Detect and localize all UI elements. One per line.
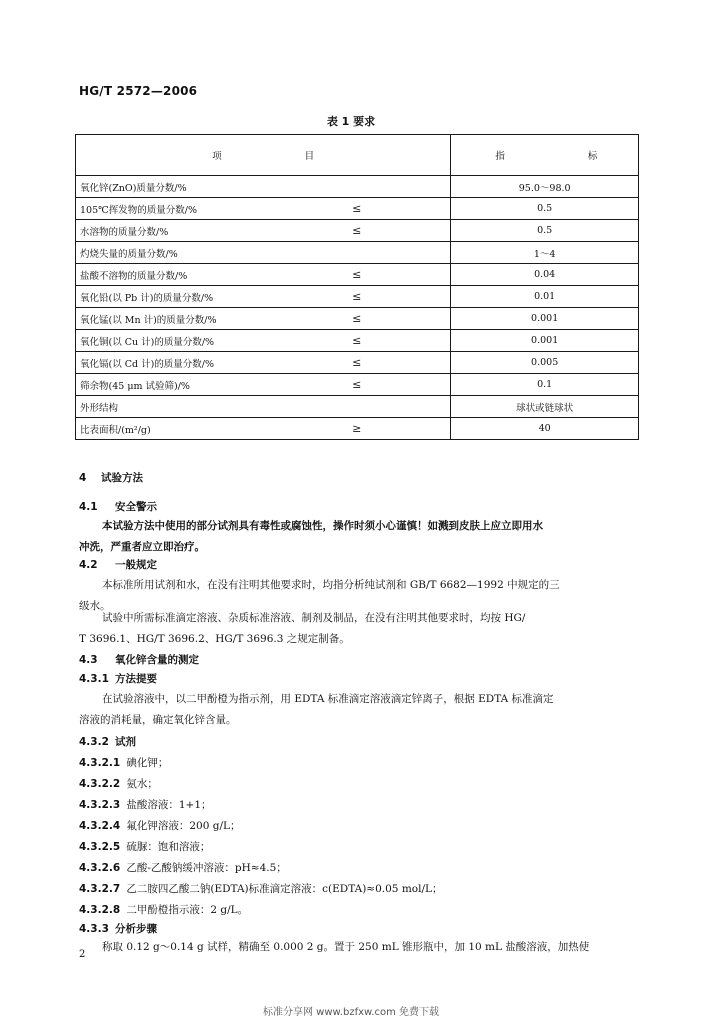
row-item: 灼烧失量的质量分数/% xyxy=(76,242,264,264)
safety-warning-line-1: 本试验方法中使用的部分试剂具有毒性或腐蚀性，操作时须小心谨慎！如溅到皮肤上应立即用水 xyxy=(102,520,543,532)
table-row xyxy=(76,264,639,286)
row-value: 0.5 xyxy=(451,198,639,220)
table-row xyxy=(76,418,639,440)
row-value: 0.01 xyxy=(451,286,639,308)
reagent-text: 硫脲：饱和溶液； xyxy=(126,841,211,853)
row-item: 筛余物(45 μm 试验筛)/% xyxy=(76,374,264,396)
safety-warning-line-2: 冲洗，严重者应立即治疗。 xyxy=(79,541,205,553)
column-header-item: 项 目 xyxy=(76,135,451,176)
section-number: 4.3 xyxy=(79,654,98,666)
reagent-number: 4.3.2.2 xyxy=(79,778,121,790)
method-summary-line-2: 溶液的消耗量，确定氧化锌含量。 xyxy=(79,714,237,726)
row-item: 氧化铜(以 Cu 计)的质量分数/% xyxy=(76,330,264,352)
row-value: 0.5 xyxy=(451,220,639,242)
table-title: 表 1 要求 xyxy=(326,115,376,128)
row-operator: ≥ xyxy=(263,418,451,440)
footer-watermark: 标准分享网 www.bzfxw.com 免费下载 xyxy=(263,1007,439,1018)
general-rule-p1-line-1: 本标准所用试剂和水，在没有注明其他要求时，均指分析纯试剂和 GB/T 6682—1992 中规定的三 xyxy=(102,579,560,591)
section-4-3-2-heading xyxy=(79,734,136,749)
general-rule-p1-line-2: 级水。 xyxy=(79,600,111,612)
row-operator: ≤ xyxy=(263,330,451,352)
reagent-text: 氟化钾溶液：200 g/L； xyxy=(126,820,241,832)
reagent-text: 乙二胺四乙酸二钠(EDTA)标准滴定溶液：c(EDTA)≈0.05 mol/L； xyxy=(126,883,443,895)
section-title: 分析步骤 xyxy=(115,923,157,935)
reagent-number: 4.3.2.4 xyxy=(79,820,121,832)
row-value: 40 xyxy=(451,418,639,440)
reagent-text: 乙酸-乙酸钠缓冲溶液：pH≈4.5； xyxy=(126,862,287,874)
row-value: 0.1 xyxy=(451,374,639,396)
row-operator: ≤ xyxy=(263,264,451,286)
section-4-3-3-heading xyxy=(79,921,157,936)
section-title: 一般规定 xyxy=(115,559,157,571)
row-value: 球状或链球状 xyxy=(451,396,639,418)
row-value: 0.001 xyxy=(451,308,639,330)
table-row xyxy=(76,352,639,374)
row-operator xyxy=(263,242,451,264)
reagent-text: 二甲酚橙指示液：2 g/L。 xyxy=(126,904,249,916)
row-operator: ≤ xyxy=(263,286,451,308)
row-value: 0.001 xyxy=(451,330,639,352)
section-4-1-heading xyxy=(79,499,157,514)
row-value: 0.04 xyxy=(451,264,639,286)
table-row xyxy=(76,308,639,330)
section-title: 试验方法 xyxy=(101,472,143,484)
row-operator: ≤ xyxy=(263,374,451,396)
reagent-text: 碘化钾； xyxy=(126,757,169,769)
section-4-3-1-heading xyxy=(79,671,157,686)
row-value: 95.0～98.0 xyxy=(451,176,639,198)
row-operator: ≤ xyxy=(263,308,451,330)
row-value: 0.005 xyxy=(451,352,639,374)
table-row xyxy=(76,220,639,242)
reagent-text: 盐酸溶液：1+1； xyxy=(126,799,212,811)
section-4-2-heading xyxy=(79,557,157,572)
procedure-line-1: 称取 0.12 g～0.14 g 试样，精确至 0.000 2 g。置于 250 mL 锥形瓶中，加 10 mL 盐酸溶液，加热使 xyxy=(102,941,590,953)
row-item: 105℃挥发物的质量分数/% xyxy=(76,198,264,220)
row-item: 氧化镉(以 Cd 计)的质量分数/% xyxy=(76,352,264,374)
reagent-number: 4.3.2.3 xyxy=(79,799,121,811)
page-number: 2 xyxy=(79,949,86,960)
section-number: 4 xyxy=(79,472,87,484)
section-4-3-heading xyxy=(79,652,199,667)
row-item: 盐酸不溶物的质量分数/% xyxy=(76,264,264,286)
section-title: 氧化锌含量的测定 xyxy=(115,654,199,666)
reagent-item xyxy=(79,755,168,770)
reagent-number: 4.3.2.5 xyxy=(79,841,121,853)
table-row xyxy=(76,396,639,418)
reagent-text: 氨水； xyxy=(126,778,158,790)
row-operator: ≤ xyxy=(263,352,451,374)
section-title: 方法提要 xyxy=(115,673,157,685)
reagent-item xyxy=(79,881,442,896)
row-item: 氧化锌(ZnO)质量分数/% xyxy=(76,176,264,198)
reagent-item xyxy=(79,902,248,917)
row-operator: ≤ xyxy=(263,220,451,242)
reagent-item xyxy=(79,797,212,812)
general-rule-p2-line-1: 试验中所需标准滴定溶液、杂质标准溶液、制剂及制品，在没有注明其他要求时，均按 HG/ xyxy=(102,612,526,624)
row-item: 水溶物的质量分数/% xyxy=(76,220,264,242)
reagent-number: 4.3.2.8 xyxy=(79,904,121,916)
standard-code: HG/T 2572—2006 xyxy=(79,84,198,98)
section-title: 试剂 xyxy=(115,736,136,748)
table-row xyxy=(76,374,639,396)
row-operator: ≤ xyxy=(263,198,451,220)
row-value: 1～4 xyxy=(451,242,639,264)
table-row xyxy=(76,198,639,220)
general-rule-p2-line-2: T 3696.1、HG/T 3696.2、HG/T 3696.3 之规定制备。 xyxy=(79,633,350,645)
reagent-number: 4.3.2.7 xyxy=(79,883,121,895)
row-operator xyxy=(263,396,451,418)
reagent-number: 4.3.2.6 xyxy=(79,862,121,874)
row-item: 外形结构 xyxy=(76,396,264,418)
section-number: 4.3.2 xyxy=(79,736,109,748)
section-number: 4.3.3 xyxy=(79,923,109,935)
table-row xyxy=(76,286,639,308)
requirements-table xyxy=(75,134,639,440)
reagent-item xyxy=(79,860,287,875)
section-title: 安全警示 xyxy=(115,501,157,513)
row-item: 氧化铅(以 Pb 计)的质量分数/% xyxy=(76,286,264,308)
reagent-item xyxy=(79,776,158,791)
table-header-row xyxy=(76,135,639,176)
column-header-value: 指 标 xyxy=(451,135,639,176)
method-summary-line-1: 在试验溶液中，以二甲酚橙为指示剂，用 EDTA 标准滴定溶液滴定锌离子，根据 EDTA 标准滴定 xyxy=(102,693,554,705)
section-number: 4.1 xyxy=(79,501,98,513)
table-row xyxy=(76,330,639,352)
reagent-item xyxy=(79,839,210,854)
section-number: 4.3.1 xyxy=(79,673,109,685)
row-item: 氧化锰(以 Mn 计)的质量分数/% xyxy=(76,308,264,330)
table-row xyxy=(76,176,639,198)
section-number: 4.2 xyxy=(79,559,98,571)
section-4-heading xyxy=(79,470,143,485)
reagent-item xyxy=(79,818,240,833)
reagent-number: 4.3.2.1 xyxy=(79,757,121,769)
row-operator xyxy=(263,176,451,198)
table-row xyxy=(76,242,639,264)
row-item: 比表面积/(m²/g) xyxy=(76,418,264,440)
